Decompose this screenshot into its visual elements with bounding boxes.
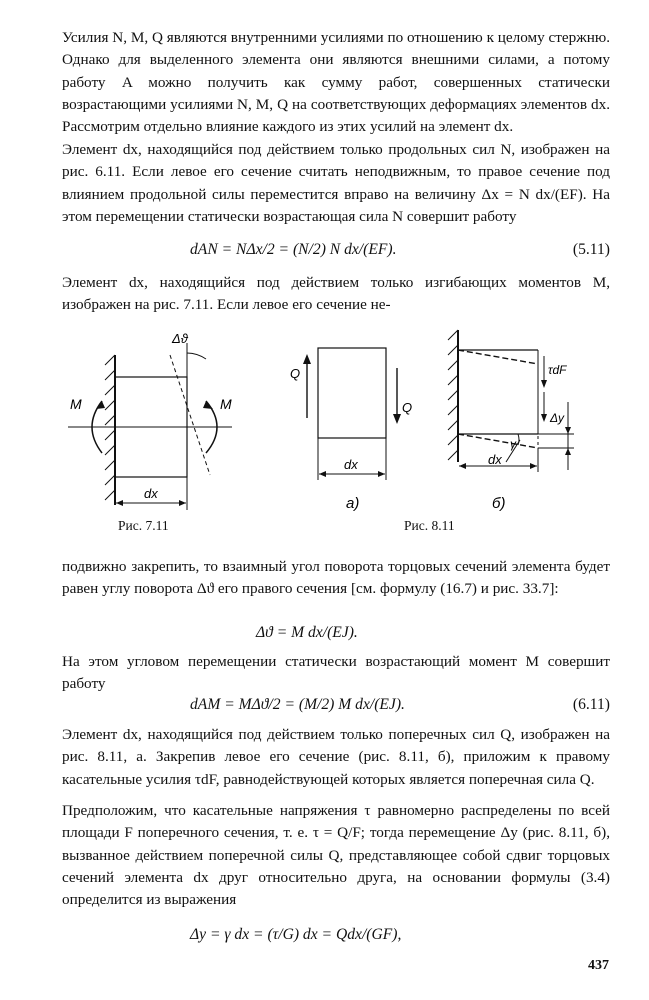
paragraph-1: Усилия N, M, Q являются внутренними усилиями по отношению к целому стержню. Однако для выделенного элемента они являются внешними силами, а потому работу A можно получить как сумму работ, совершенных статически возрастающими усилиями N, M, Q на соответствующих деформациях элементов dx. Рассмотрим отдельно влияние каждого из этих усилий на элемент dx. — [62, 29, 610, 136]
fig811a-label-q-right: Q — [402, 400, 413, 415]
paragraph-3: Элемент dx, находящийся под действием только изгибающих моментов M, изображен на рис. 7.11. Если левое его сечение не- — [62, 274, 610, 314]
paragraph-2: Элемент dx, находящийся под действием только продольных сил N, изображен на рис. 6.11. Если левое его сечение считать неподвижным, то правое сечение под влиянием продольной силы переместится вправо на величину Δx = N dx/(EF). На этом перемещении статически возрастающая сила N совершит работу — [62, 141, 610, 225]
fig811a-label-dx: dx — [344, 457, 358, 472]
paragraph-7: Предположим, что касательные напряжения τ равномерно распределены по всей площади F поперечного сечения, т. е. τ = Q/F; тогда перемещение Δy (рис. 8.11, б), вызванное действием поперечной силы Q, представляющее собой сдвиг торцовых сечений элемента dx друг относительно друга, на основании формулы (3.4) определится из выражения — [62, 802, 610, 909]
fig811b-label-dx: dx — [488, 452, 502, 467]
fig711-label-dx: dx — [144, 486, 158, 501]
figure-8-11-caption: Рис. 8.11 — [404, 518, 455, 533]
paragraph-6: Элемент dx, находящийся под действием только поперечных сил Q, изображен на рис. 8.11, а. Закрепив левое его сечение (рис. 8.11, б), приложим к правому касательные усилия τdF, равнодействующей которых является поперечная сила Q. — [62, 726, 610, 788]
paragraph-4: подвижно закрепить, то взаимный угол поворота торцовых сечений элемента будет равен углу поворота Δϑ его правого сечения [см. формулу (16.7) и рис. 33.7]: — [62, 558, 610, 598]
fig711-label-m-right: M — [220, 396, 232, 412]
equation-5-11-formula: dAN = NΔx/2 = (N/2) N dx/(EF). — [190, 241, 397, 258]
figure-7-11 — [60, 325, 250, 525]
fig811a-element — [318, 348, 386, 438]
fig811b-label-tau: τdF — [548, 363, 567, 377]
fig811a-label-q-left: Q — [290, 366, 301, 381]
fig811b-label-dy: Δy — [550, 411, 565, 425]
equation-6-11-number: (6.11) — [572, 696, 610, 713]
page-number: 437 — [588, 958, 609, 973]
fig811b-label: б) — [492, 495, 506, 512]
fig811a-label: a) — [346, 495, 360, 512]
figure-7-11-caption: Рис. 7.11 — [118, 518, 169, 533]
figure-8-11-a — [280, 330, 413, 520]
equation-5-11-number: (5.11) — [572, 241, 610, 258]
paragraph-5: На этом угловом перемещении статически возрастающий момент M совершит работу — [62, 653, 610, 693]
fig711-label-m-left: M — [70, 396, 82, 412]
fig711-rotated-section — [170, 355, 210, 475]
fig811b-label-gamma: γ — [510, 437, 516, 451]
fig811b-sheared-bottom — [458, 434, 538, 448]
fig811b-sheared-top — [458, 350, 538, 364]
figure-8-11-b — [440, 322, 600, 522]
equation-shear-formula: Δy = γ dx = (τ/G) dx = Qdx/(GF), — [190, 926, 402, 943]
equation-6-11-formula: dAM = MΔϑ/2 = (M/2) M dx/(EJ). — [190, 696, 405, 713]
fig711-label-dtheta: Δϑ — [172, 331, 188, 346]
equation-theta-formula: Δϑ = M dx/(EJ). — [256, 624, 358, 641]
